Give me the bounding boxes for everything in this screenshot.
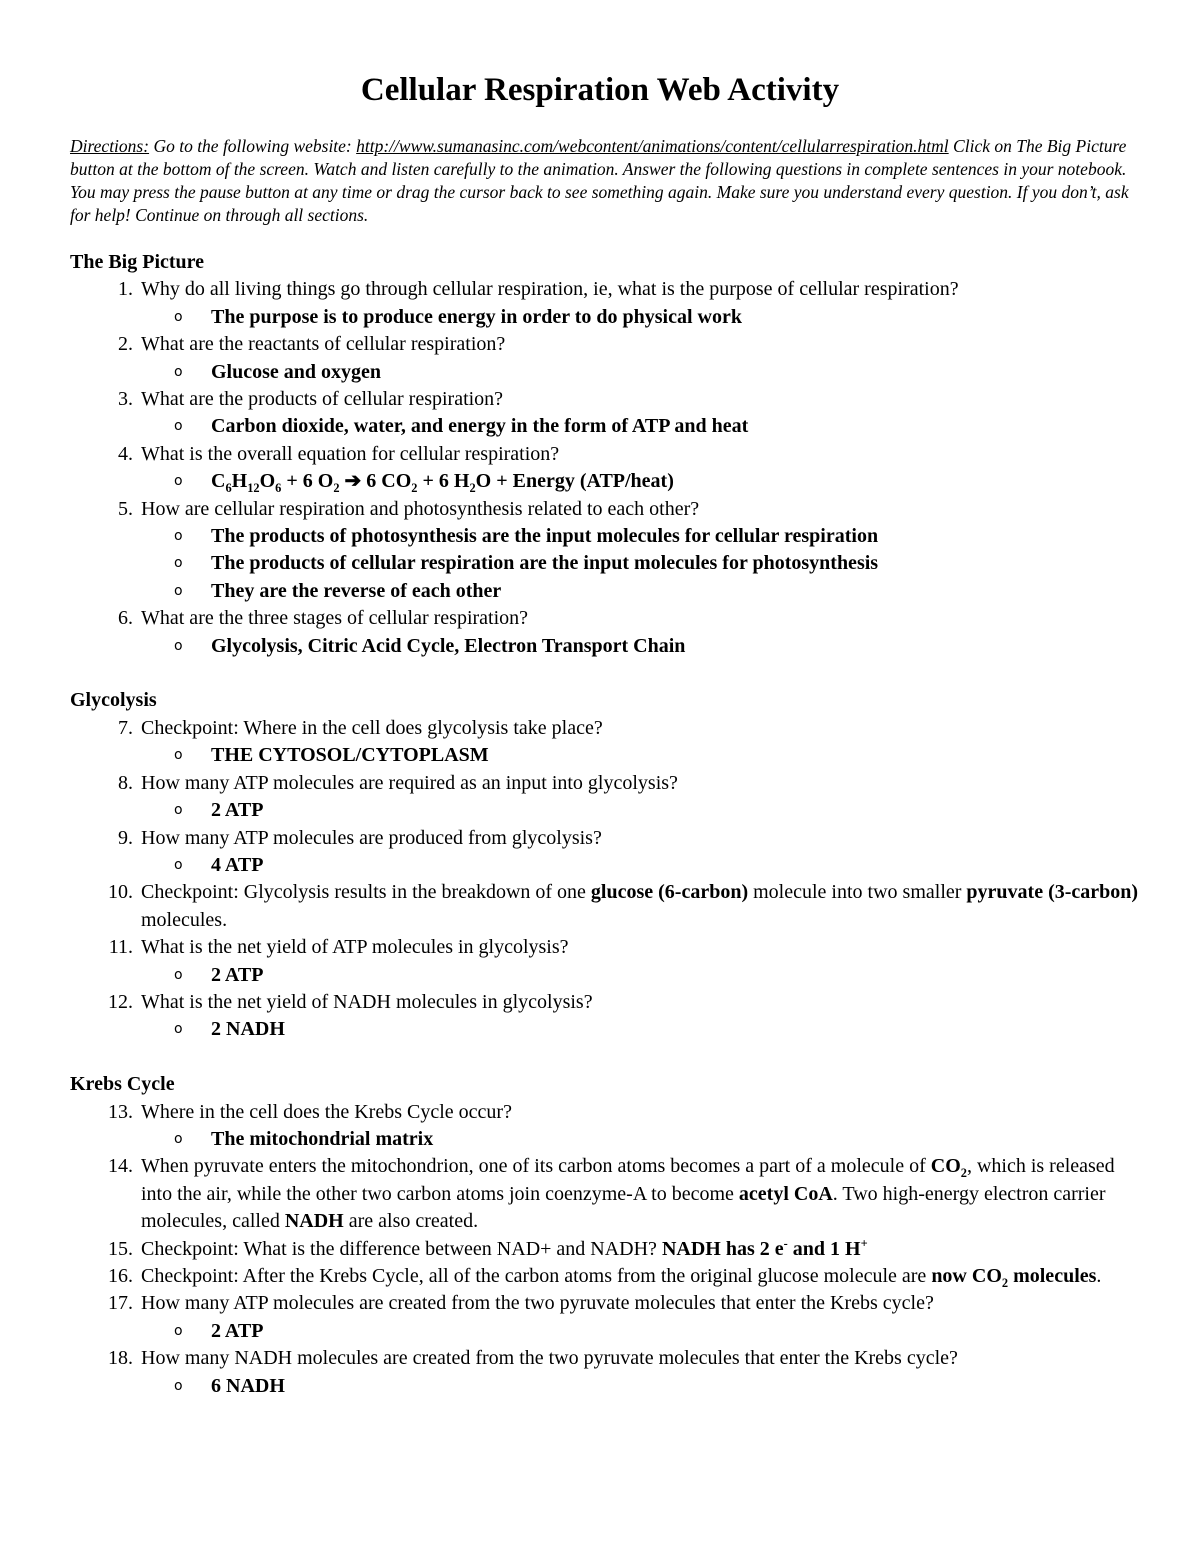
question-10 [70, 879, 1140, 934]
question-13 [70, 1099, 1140, 1126]
question-14 [70, 1153, 1140, 1235]
question-number: 5. [118, 497, 133, 520]
answer-text: They are the reverse of each other [211, 579, 502, 602]
question-number: 7. [118, 716, 133, 739]
question-15 [70, 1236, 1140, 1263]
section-heading-krebs-cycle: Krebs Cycle [70, 1073, 175, 1096]
question-17 [70, 1290, 1140, 1317]
section-heading-big-picture: The Big Picture [70, 251, 205, 273]
answer-5c [70, 578, 1140, 605]
bullet-icon: o [174, 582, 183, 599]
bullet-icon: o [174, 473, 183, 490]
worksheet-content [70, 249, 1140, 1400]
question-1 [70, 276, 1140, 303]
answer-18 [70, 1373, 1140, 1400]
answer-text: THE CYTOSOL/CYTOPLASM [211, 744, 489, 767]
question-6 [70, 605, 1140, 632]
question-text: What are the products of cellular respiration? [141, 388, 504, 411]
answer-text: 2 NADH [211, 1018, 285, 1041]
question-number: 15. [108, 1237, 133, 1260]
bullet-icon: o [174, 856, 183, 873]
question-number: 18. [108, 1347, 133, 1370]
question-text: Checkpoint: What is the difference between NAD+ and NADH? NADH has 2 e- and 1 H+ [141, 1235, 868, 1260]
bullet-icon: o [174, 966, 183, 983]
question-18 [70, 1345, 1140, 1372]
directions-intro: Go to the following website: [153, 136, 352, 156]
question-number: 12. [108, 990, 133, 1013]
question-number: 3. [118, 388, 133, 411]
question-number: 13. [108, 1100, 133, 1123]
question-text: What is the net yield of ATP molecules in glycolysis? [141, 936, 569, 959]
question-8 [70, 770, 1140, 797]
question-text: How many NADH molecules are created from the two pyruvate molecules that enter the Krebs cycle? [141, 1347, 958, 1370]
answer-text: 2 ATP [211, 963, 264, 986]
question-9 [70, 825, 1140, 852]
answer-text: The products of photosynthesis are the input molecules for cellular respiration [211, 525, 879, 548]
bullet-icon: o [174, 1021, 183, 1038]
question-text: How many ATP molecules are required as an input into glycolysis? [141, 771, 678, 794]
question-text: Checkpoint: Glycolysis results in the breakdown of one glucose (6-carbon) molecule into two smaller pyruvate (3-carbon) molecules. [141, 881, 1139, 931]
question-7 [70, 715, 1140, 742]
answer-6 [70, 633, 1140, 660]
section-heading-glycolysis: Glycolysis [70, 689, 157, 712]
bullet-icon: o [174, 1130, 183, 1147]
answer-text: Carbon dioxide, water, and energy in the form of ATP and heat [211, 415, 749, 438]
bullet-icon: o [174, 747, 183, 764]
question-number: 1. [118, 278, 133, 301]
bullet-icon: o [174, 637, 183, 654]
question-number: 14. [108, 1155, 133, 1178]
answer-text: 2 ATP [211, 799, 264, 822]
question-number: 6. [118, 607, 133, 630]
question-text: How many ATP molecules are produced from glycolysis? [141, 826, 602, 849]
bullet-icon: o [174, 1322, 183, 1339]
question-text: When pyruvate enters the mitochondrion, one of its carbon atoms becomes a part of a molecule of $CO_2$, which is released into the air, while the other two carbon atoms join coenzyme-A to become acetyl CoA. Two high-energy electron carrier molecules, called NADH are also created. [141, 1155, 1115, 1233]
question-4 [70, 441, 1140, 468]
answer-text: 4 ATP [211, 853, 264, 876]
answer-7 [70, 742, 1140, 769]
question-number: 17. [108, 1292, 133, 1315]
question-number: 11. [108, 936, 133, 959]
question-number: 2. [118, 333, 133, 356]
answer-11 [70, 962, 1140, 989]
directions [70, 135, 1140, 227]
answer-5a [70, 523, 1140, 550]
question-text: What is the overall equation for cellular respiration? [141, 442, 560, 465]
answer-8 [70, 797, 1140, 824]
question-number: 4. [118, 442, 133, 465]
answer-2 [70, 359, 1140, 386]
question-number: 16. [108, 1265, 133, 1287]
question-16 [70, 1263, 1140, 1290]
question-text: What are the three stages of cellular respiration? [141, 607, 529, 630]
question-11 [70, 934, 1140, 961]
answer-5b [70, 550, 1140, 577]
answer-text: Glucose and oxygen [211, 360, 382, 383]
question-text: How many ATP molecules are created from the two pyruvate molecules that enter the Krebs cycle? [141, 1292, 934, 1315]
answer-text: The purpose is to produce energy in order to do physical work [211, 305, 742, 328]
directions-text: Click on The Big Picture button at the bottom of the screen. Watch and listen carefully to the animation. Answer the following questions in complete sentences in your notebook. You may press the pause button at any time or drag the cursor back to see something again. Make sure you understand every question. If you don’t, ask for help! Continue on through all sections. [70, 136, 1129, 225]
answer-12 [70, 1016, 1140, 1043]
question-number: 9. [118, 826, 133, 849]
answer-text: Glycolysis, Citric Acid Cycle, Electron Transport Chain [211, 634, 686, 657]
answer-text: The mitochondrial matrix [211, 1127, 434, 1150]
question-text: Why do all living things go through cellular respiration, ie, what is the purpose of cellular respiration? [141, 278, 959, 301]
answer-13 [70, 1126, 1140, 1153]
activity-link[interactable]: http://www.sumanasinc.com/webcontent/animations/content/cellularrespiration.html [356, 136, 949, 156]
respiration-equation: $C_6H_{12}O_6 + 6$ $O_2$ ➔ 6 $CO_2 + 6$ $H_2O$ + Energy (ATP/heat) [211, 470, 674, 496]
bullet-icon: o [174, 1377, 183, 1394]
bullet-icon: o [174, 308, 183, 325]
question-3 [70, 386, 1140, 413]
answer-3 [70, 413, 1140, 440]
arrow-icon: ➔ [339, 470, 367, 493]
question-2 [70, 331, 1140, 358]
bullet-icon: o [174, 802, 183, 819]
answer-text: 6 NADH [211, 1374, 285, 1397]
bullet-icon: o [174, 363, 183, 380]
question-text: Checkpoint: After the Krebs Cycle, all of the carbon atoms from the original glucose molecule are now $CO_2$ molecules. [141, 1265, 1102, 1290]
question-text: Where in the cell does the Krebs Cycle occur? [141, 1100, 512, 1123]
question-text: What are the reactants of cellular respiration? [141, 333, 506, 356]
directions-label: Directions: [70, 136, 150, 156]
question-text: What is the net yield of NADH molecules in glycolysis? [141, 990, 593, 1013]
answer-text: The products of cellular respiration are the input molecules for photosynthesis [211, 552, 879, 575]
answer-text: 2 ATP [211, 1319, 264, 1342]
question-5 [70, 496, 1140, 523]
answer-4 [70, 468, 1140, 495]
bullet-icon: o [174, 528, 183, 545]
question-number: 8. [118, 771, 133, 794]
page-title: Cellular Respiration Web Activity [360, 72, 840, 108]
bullet-icon: o [174, 555, 183, 572]
answer-17 [70, 1318, 1140, 1345]
bullet-icon: o [174, 418, 183, 435]
question-text: Checkpoint: Where in the cell does glycolysis take place? [141, 716, 603, 739]
question-12 [70, 989, 1140, 1016]
question-number: 10. [108, 881, 133, 904]
question-text: How are cellular respiration and photosynthesis related to each other? [141, 497, 700, 520]
answer-1 [70, 304, 1140, 331]
answer-9 [70, 852, 1140, 879]
